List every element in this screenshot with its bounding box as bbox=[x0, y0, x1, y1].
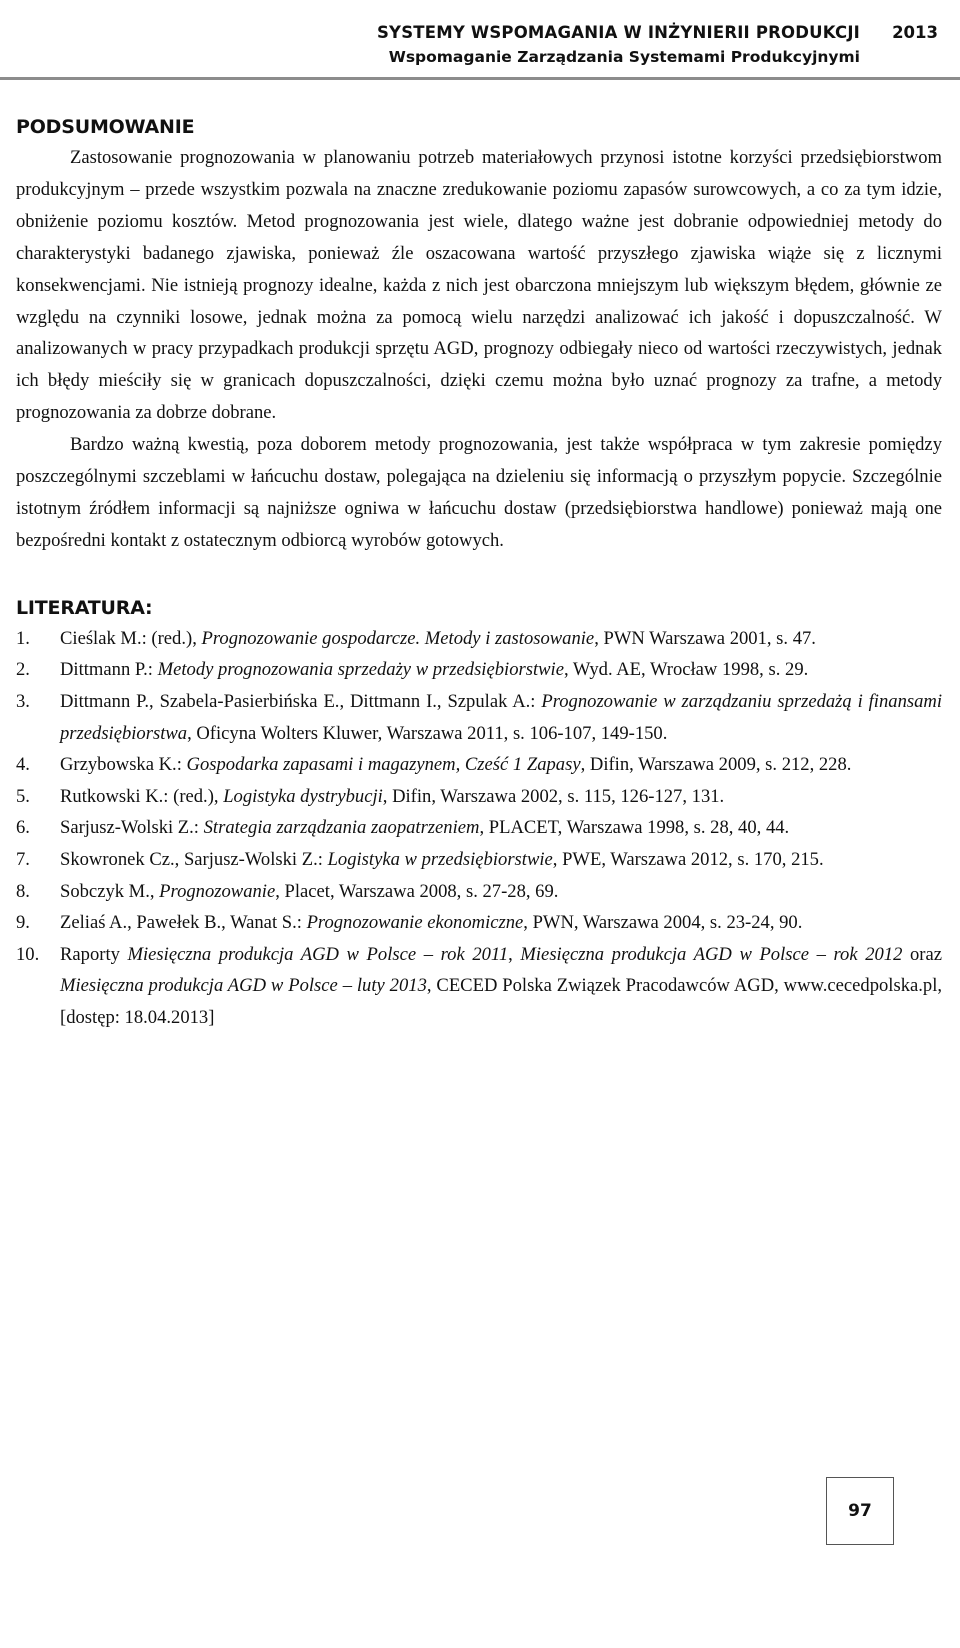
reference-number: 3. bbox=[16, 690, 30, 712]
reference-authors: Rutkowski K.: (red.), bbox=[60, 785, 224, 807]
reference-item bbox=[16, 939, 942, 1034]
reference-number: 7. bbox=[16, 848, 30, 870]
reference-title: Logistyka dystrybucji bbox=[223, 785, 383, 807]
reference-title: Metody prognozowania sprzedaży w przedsiębiorstwie bbox=[157, 659, 564, 681]
header-journal-subtitle: Wspomaganie Zarządzania Systemami Produkcyjnymi bbox=[388, 48, 860, 66]
reference-title: Prognozowanie ekonomiczne bbox=[306, 912, 524, 934]
reference-number: 5. bbox=[16, 785, 30, 807]
reference-number: 6. bbox=[16, 817, 30, 839]
reference-details: , Placet, Warszawa 2008, s. 27-28, 69. bbox=[275, 880, 559, 902]
reference-details: , PWE, Warszawa 2012, s. 170, 215. bbox=[552, 848, 824, 870]
literature-heading: LITERATURA: bbox=[16, 596, 153, 619]
reference-title: Prognozowanie gospodarcze. Metody i zastosowanie bbox=[201, 627, 595, 649]
page-number: 97 bbox=[848, 1501, 872, 1521]
reference-authors: Cieślak M.: (red.), bbox=[60, 627, 202, 649]
reference-item bbox=[16, 749, 942, 781]
reference-item bbox=[16, 686, 942, 749]
reference-item bbox=[16, 654, 942, 686]
summary-paragraph-1: Zastosowanie prognozowania w planowaniu potrzeb materiałowych przynosi istotne korzyści przedsiębiorstwom produkcyjnym – przede wszystkim pozwala na znaczne zredukowanie poziomu zapasów surowcowych, a co za tym idzie, obniżenie poziomu kosztów. Metod prognozowania jest wiele, dlatego ważne jest dobranie odpowiedniej metody do charakterystyki badanego zjawiska, ponieważ źle oszacowana wartość przyszłego zjawiska wiąże się z licznymi konsekwencjami. Nie istnieją prognozy idealne, każda z nich jest obarczona mniejszym lub większym błędem, głównie ze względu na czynniki losowe, jednak można za pomocą wielu narzędzi analizować ich jakość i dopuszczalność. W analizowanych w pracy przypadkach produkcji sprzętu AGD, prognozy odbiegały nieco od wartości rzeczywistych, jednak ich błędy mieściły się w granicach dopuszczalności, dzięki czemu można było uznać prognozy za trafne, a metody prognozowania za dobrze dobrane. bbox=[16, 147, 942, 424]
reference-details: , Difin, Warszawa 2002, s. 115, 126-127, 131. bbox=[382, 785, 725, 807]
reference-item bbox=[16, 876, 942, 908]
reference-title: Prognozowanie w zarządzaniu sprzedażą i finansami przedsiębiorstwa bbox=[60, 690, 942, 744]
reference-title: Prognozowanie bbox=[159, 880, 276, 902]
page-number-box bbox=[826, 1477, 894, 1545]
reference-separator: oraz bbox=[902, 943, 943, 965]
reference-item bbox=[16, 781, 942, 813]
reference-number: 2. bbox=[16, 659, 30, 681]
reference-number: 4. bbox=[16, 754, 30, 776]
reference-title: Strategia zarządzania zaopatrzeniem bbox=[203, 817, 480, 839]
reference-title: Miesięczna produkcja AGD w Polsce – rok 2012 bbox=[520, 943, 903, 965]
reference-details: , PLACET, Warszawa 1998, s. 28, 40, 44. bbox=[479, 817, 790, 839]
header-journal-title: SYSTEMY WSPOMAGANIA W INŻYNIERII PRODUKCJI bbox=[376, 23, 860, 42]
reference-authors: Sarjusz-Wolski Z.: bbox=[60, 817, 204, 839]
reference-details: , PWN Warszawa 2001, s. 47. bbox=[594, 627, 816, 649]
reference-details: , Wyd. AE, Wrocław 1998, s. 29. bbox=[563, 659, 809, 681]
reference-item bbox=[16, 812, 942, 844]
reference-authors: Dittmann P.: bbox=[60, 659, 158, 681]
page-header bbox=[0, 0, 960, 80]
reference-title: Miesięczna produkcja AGD w Polsce – rok 2011 bbox=[127, 943, 509, 965]
reference-authors: Skowronek Cz., Sarjusz-Wolski Z.: bbox=[60, 848, 328, 870]
reference-title: Miesięczna produkcja AGD w Polsce – luty 2013 bbox=[60, 975, 427, 997]
reference-number: 9. bbox=[16, 912, 30, 934]
reference-number: 10. bbox=[16, 943, 40, 965]
reference-title: Logistyka w przedsiębiorstwie bbox=[327, 848, 553, 870]
summary-paragraph-2: Bardzo ważną kwestią, poza doborem metody prognozowania, jest także współpraca w tym zakresie pomiędzy poszczególnymi szczeblami w łańcuchu dostaw, polegająca na dzieleniu się informacją o przyszłym popycie. Szczególnie istotnym źródłem informacji są najniższe ogniwa w łańcuchu dostaw (przedsiębiorstwa handlowe) ponieważ mają one bezpośredni kontakt z ostatecznym odbiorcą wyrobów gotowych. bbox=[16, 434, 942, 551]
summary-heading: PODSUMOWANIE bbox=[16, 116, 195, 138]
reference-number: 8. bbox=[16, 880, 30, 902]
reference-authors: Raporty bbox=[60, 943, 128, 965]
reference-details: , Oficyna Wolters Kluwer, Warszawa 2011, s. 106-107, 149-150. bbox=[187, 722, 668, 744]
header-title bbox=[377, 20, 860, 70]
reference-item bbox=[16, 623, 942, 655]
reference-item bbox=[16, 907, 942, 939]
reference-authors: Grzybowska K.: bbox=[60, 754, 187, 776]
header-divider bbox=[0, 77, 960, 80]
reference-list bbox=[16, 623, 942, 1034]
reference-details: , Difin, Warszawa 2009, s. 212, 228. bbox=[580, 754, 852, 776]
page-content bbox=[16, 112, 942, 1034]
reference-authors: Sobczyk M., bbox=[60, 880, 160, 902]
reference-details: , CECED Polska Związek Pracodawców AGD, www.cecedpolska.pl, [dostęp: 18.04.2013] bbox=[60, 975, 943, 1028]
reference-item bbox=[16, 844, 942, 876]
reference-title: Gospodarka zapasami i magazynem, Cześć 1 Zapasy bbox=[186, 754, 581, 776]
reference-number: 1. bbox=[16, 627, 30, 649]
reference-separator: , bbox=[508, 943, 521, 965]
reference-authors: Dittmann P., Szabela-Pasierbińska E., Dittmann I., Szpulak A.: bbox=[60, 690, 542, 712]
header-year: 2013 bbox=[892, 23, 938, 42]
reference-authors: Zeliaś A., Pawełek B., Wanat S.: bbox=[60, 912, 307, 934]
reference-details: , PWN, Warszawa 2004, s. 23-24, 90. bbox=[523, 912, 803, 934]
